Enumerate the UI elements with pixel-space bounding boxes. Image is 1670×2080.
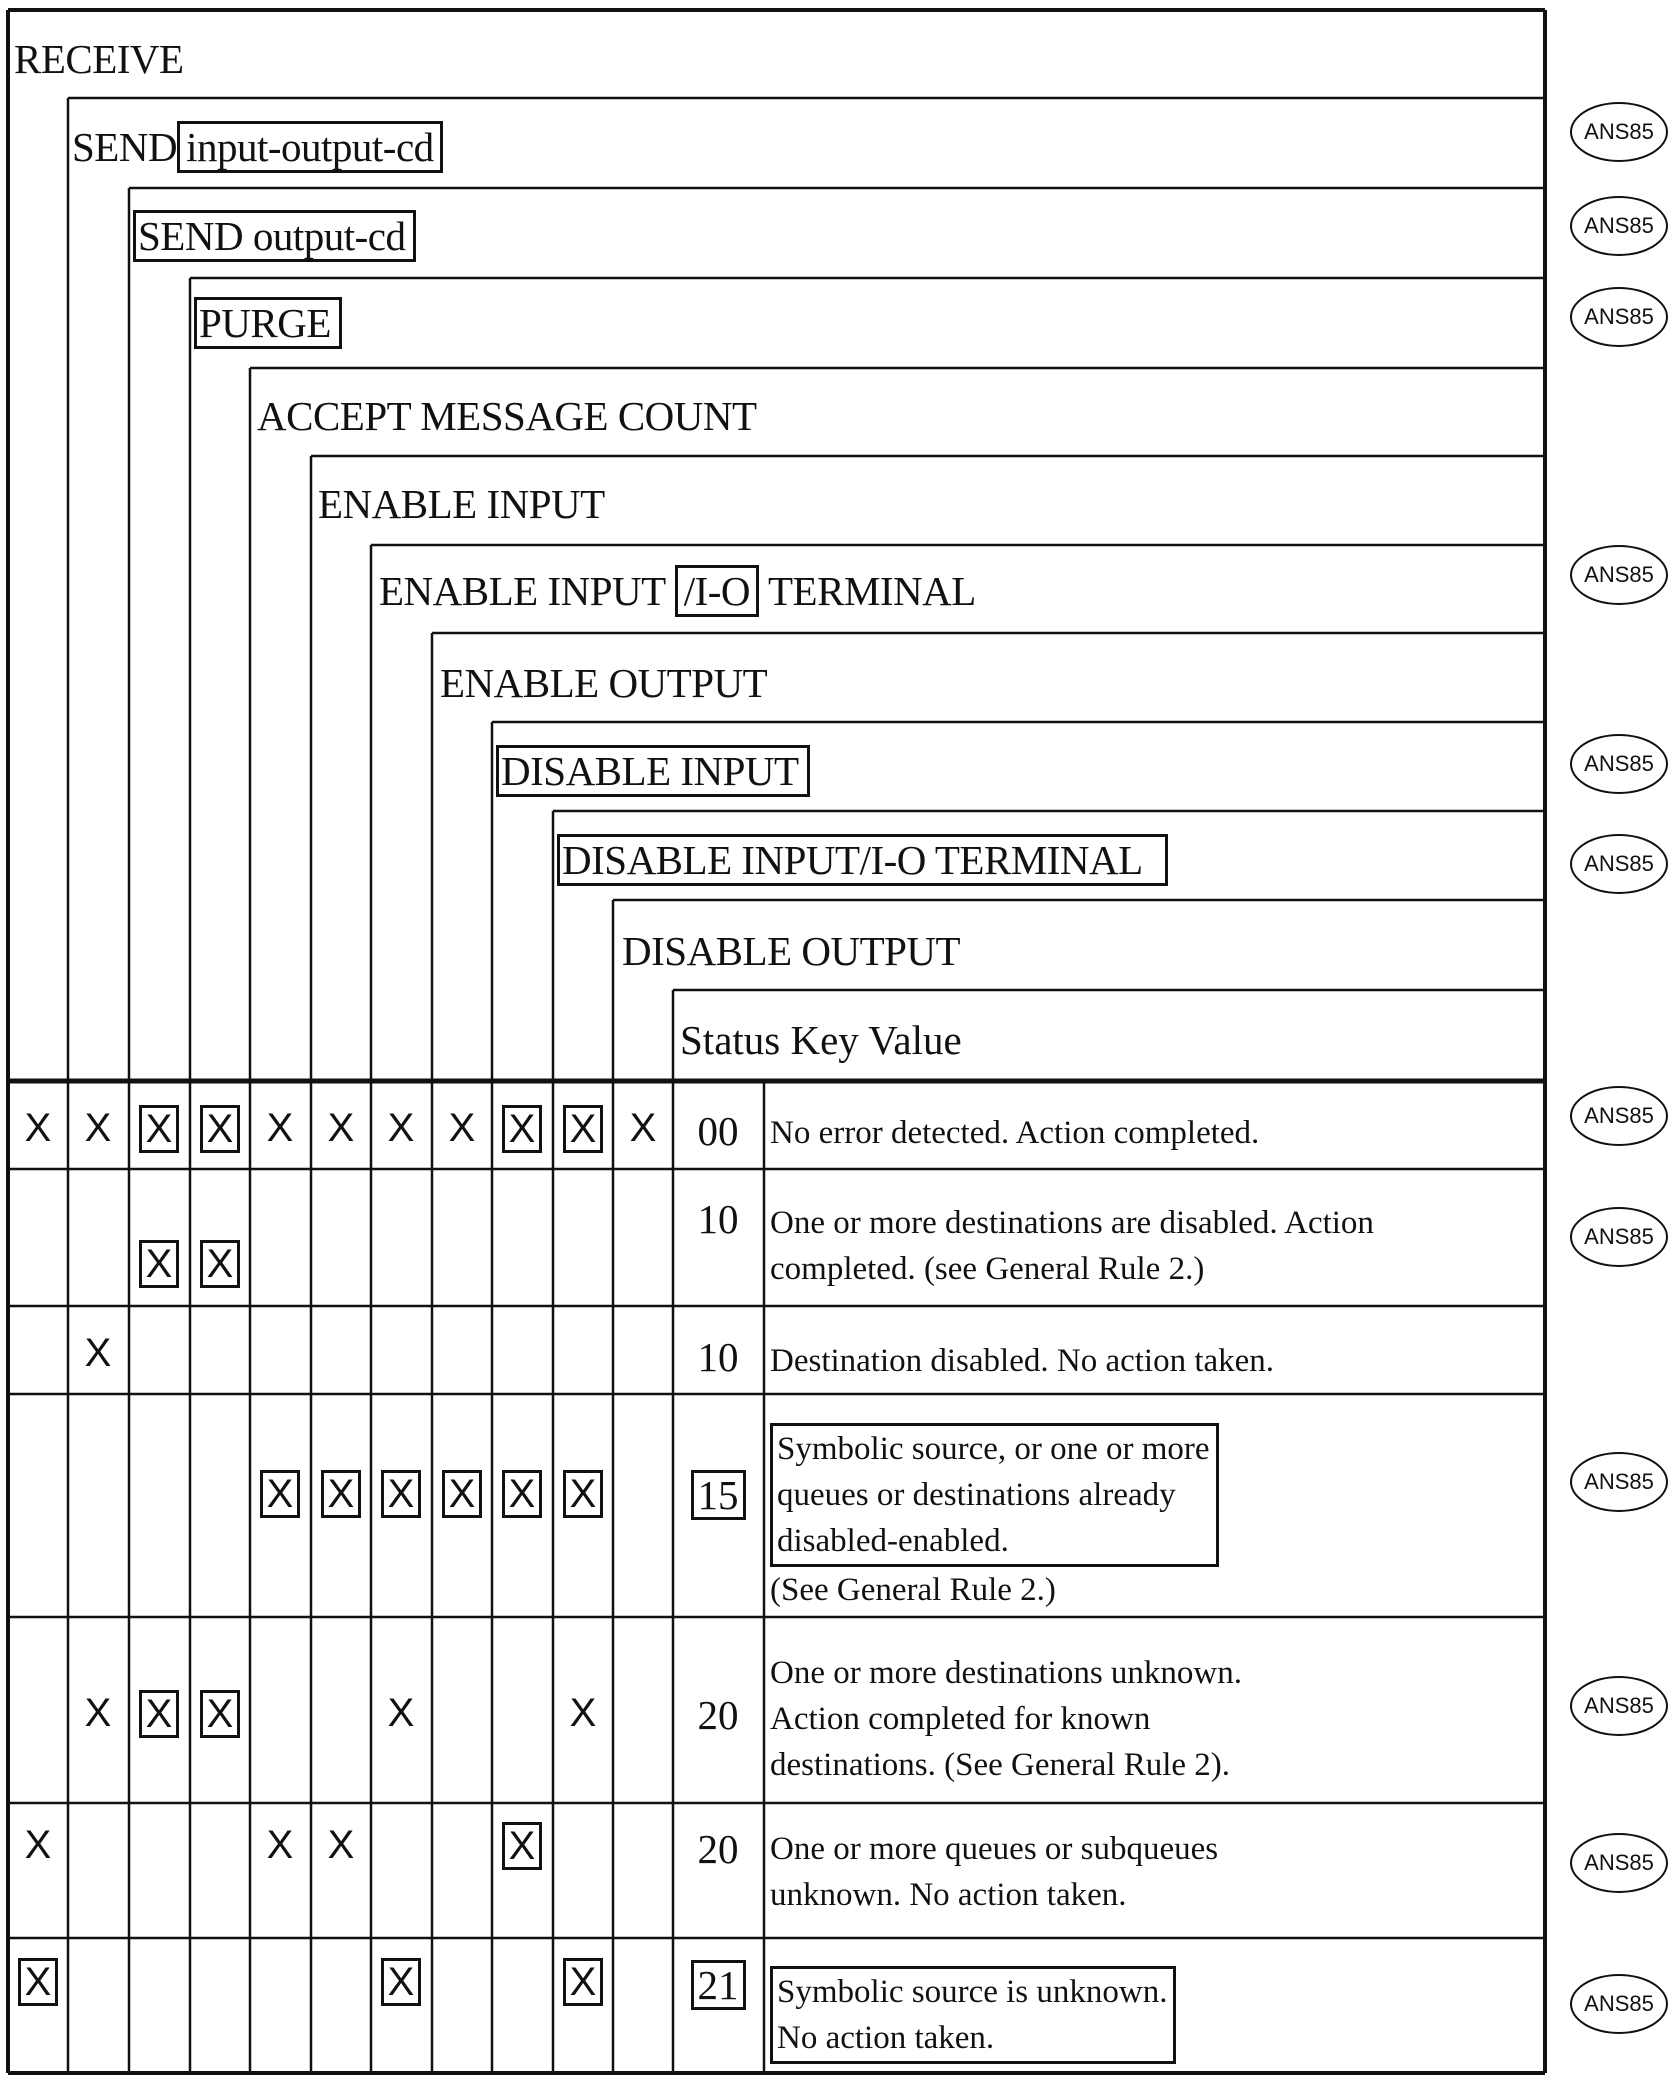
x-mark [311,1105,371,1151]
description-line: disabled-enabled. [777,1523,1009,1559]
x-mark-text: X [563,1105,604,1153]
ans85-badge: ANS85 [1570,1207,1668,1267]
status-code [673,1196,763,1242]
boxed-x-mark [190,1690,250,1738]
x-mark [432,1105,492,1151]
status-code-text: 21 [691,1960,746,2010]
x-mark-text: X [266,1823,294,1867]
x-mark-text: X [629,1106,657,1150]
boxed-x-mark [553,1105,613,1153]
x-mark [8,1105,68,1151]
status-description [770,1110,1530,1156]
header-purge-box: PURGE [194,297,342,349]
description-note: (See General Rule 2.) [770,1572,1056,1608]
x-mark-text: X [139,1690,180,1738]
status-description-body [770,1338,1530,1384]
status-code-text: 20 [697,1692,739,1738]
boxed-x-mark [129,1690,189,1738]
boxed-x-mark [129,1240,189,1288]
boxed-x-mark [190,1105,250,1153]
x-mark-text: X [327,1106,355,1150]
status-code-text: 10 [697,1334,739,1380]
x-mark [68,1105,128,1151]
boxed-x-mark [553,1958,613,2006]
x-mark-text: X [139,1240,180,1288]
boxed-x-mark [553,1470,613,1518]
header-receive: RECEIVE [14,36,184,82]
ans85-badge-send-output: ANS85 [1570,196,1668,256]
status-code [673,1470,763,1520]
header-purge [194,299,342,347]
ans85-badge-send-io: ANS85 [1570,102,1668,162]
x-mark-text: X [24,1106,52,1150]
boxed-x-mark [190,1240,250,1288]
x-mark-text: X [84,1331,112,1375]
boxed-x-mark [492,1470,552,1518]
status-description-body [770,1110,1530,1156]
description-line: One or more destinations unknown. [770,1655,1243,1691]
header-send-io-operand: input-output-cd [177,121,443,173]
x-mark [371,1105,431,1151]
header-disable-input-box: DISABLE INPUT [496,745,810,797]
x-mark-text: X [381,1470,422,1518]
description-line: Action completed for known [770,1701,1151,1737]
x-mark [250,1822,310,1868]
status-key-header: Status Key Value [680,1017,962,1063]
x-mark-text: X [387,1691,415,1735]
x-mark-text: X [502,1822,543,1870]
status-code-text: 10 [697,1196,739,1242]
x-mark-text: X [84,1106,112,1150]
x-mark-text: X [200,1240,241,1288]
boxed-x-mark [8,1958,68,2006]
ans85-badge: ANS85 [1570,1086,1668,1146]
boxed-x-mark [492,1105,552,1153]
status-code [673,1108,763,1154]
x-mark [371,1690,431,1736]
status-code [673,1334,763,1380]
ans85-badge: ANS85 [1570,1676,1668,1736]
header-enable-input-io-verb: ENABLE INPUT [379,568,665,614]
status-description [770,1423,1530,1613]
header-enable-input-io-tail: TERMINAL [768,568,976,614]
ans85-badge-enable-input-io: ANS85 [1570,545,1668,605]
x-mark-text: X [139,1105,180,1153]
description-line: Symbolic source is unknown. [777,1974,1168,2010]
boxed-x-mark [432,1470,492,1518]
x-mark-text: X [200,1105,241,1153]
x-mark [553,1690,613,1736]
x-mark-text: X [502,1105,543,1153]
header-accept-message-count: ACCEPT MESSAGE COUNT [257,393,757,439]
ans85-badge-disable-input-io: ANS85 [1570,834,1668,894]
x-mark-text: X [327,1823,355,1867]
x-mark-text: X [266,1106,294,1150]
x-mark [250,1105,310,1151]
x-mark [311,1822,371,1868]
header-enable-input: ENABLE INPUT [318,481,605,527]
header-enable-input-io-operand: /I-O [675,565,759,617]
description-line: destinations. (See General Rule 2). [770,1747,1231,1783]
boxed-x-mark [250,1470,310,1518]
description-line: unknown. No action taken. [770,1877,1127,1913]
boxed-x-mark [492,1822,552,1870]
description-line: No error detected. Action completed. [770,1115,1260,1151]
status-code-text: 20 [697,1826,739,1872]
ans85-badge: ANS85 [1570,1974,1668,2034]
ans85-badge-purge: ANS85 [1570,287,1668,347]
status-description-body [770,1826,1530,1918]
ans85-badge: ANS85 [1570,1452,1668,1512]
header-disable-input-io [557,836,1168,884]
header-send-io-verb: SEND [72,124,178,170]
x-mark-text: X [24,1823,52,1867]
x-mark-text: X [381,1958,422,2006]
description-line: One or more queues or subqueues [770,1831,1219,1867]
header-disable-input-io-box: DISABLE INPUT/I-O TERMINAL [557,834,1168,886]
status-code-text: 15 [691,1470,746,1520]
status-code-text: 00 [697,1108,739,1154]
ans85-badge: ANS85 [1570,1833,1668,1893]
x-mark-text: X [321,1470,362,1518]
description-line: Symbolic source, or one or more [777,1431,1210,1467]
x-mark-text: X [84,1691,112,1735]
x-mark-text: X [260,1470,301,1518]
status-code [673,1960,763,2010]
x-mark [613,1105,673,1151]
x-mark-text: X [563,1958,604,2006]
description-line: Destination disabled. No action taken. [770,1343,1275,1379]
status-code [673,1692,763,1738]
x-mark-text: X [18,1958,59,2006]
status-description [770,1200,1530,1292]
status-description-body [770,1423,1219,1567]
header-disable-output: DISABLE OUTPUT [622,928,961,974]
x-mark-text: X [448,1106,476,1150]
x-mark-text: X [569,1691,597,1735]
status-description [770,1966,1530,2064]
x-mark [68,1690,128,1736]
header-send-output-box: SEND output-cd [133,210,416,262]
x-mark-text: X [442,1470,483,1518]
description-line: queues or destinations already [777,1477,1176,1513]
header-disable-input [496,747,810,795]
header-send-output [133,212,416,260]
boxed-x-mark [311,1470,371,1518]
header-enable-input-io [379,567,976,615]
status-description [770,1338,1530,1384]
x-mark-text: X [200,1690,241,1738]
status-description-body [770,1200,1530,1292]
header-enable-output: ENABLE OUTPUT [440,660,768,706]
x-mark-text: X [563,1470,604,1518]
header-send-io [72,123,443,171]
description-line: completed. (see General Rule 2.) [770,1251,1205,1287]
status-description [770,1826,1530,1918]
x-mark [68,1330,128,1376]
status-code [673,1826,763,1872]
description-line: No action taken. [777,2020,995,2056]
status-description-body [770,1650,1530,1788]
x-mark [8,1822,68,1868]
status-description [770,1650,1530,1788]
boxed-x-mark [371,1958,431,2006]
ans85-badge-disable-input: ANS85 [1570,734,1668,794]
status-description-body [770,1966,1176,2064]
description-line: One or more destinations are disabled. Action [770,1205,1374,1241]
x-mark-text: X [387,1106,415,1150]
boxed-x-mark [129,1105,189,1153]
boxed-x-mark [371,1470,431,1518]
x-mark-text: X [502,1470,543,1518]
